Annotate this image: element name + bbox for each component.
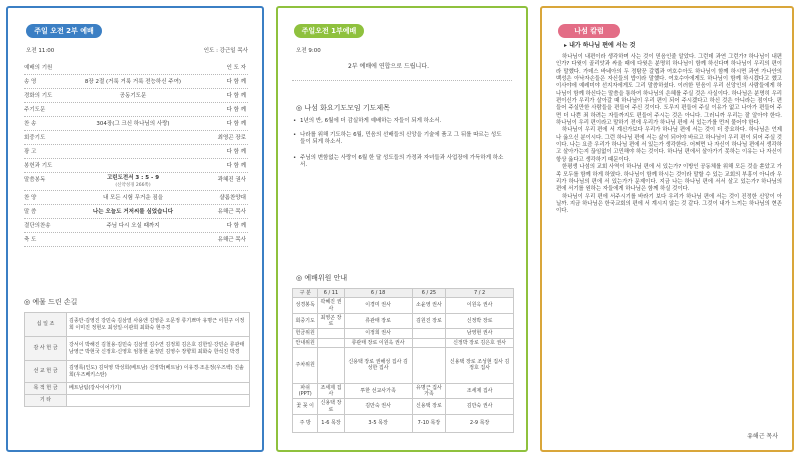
order-person: 다 함 께 bbox=[226, 107, 246, 113]
prayer-item bbox=[293, 132, 506, 147]
prayer-text: 1년의 반, 6월에 더 감실하게 예배하는 자들이 되게 하소서. bbox=[300, 118, 442, 124]
order-person: 다 함 께 bbox=[226, 79, 246, 85]
prayer-title: ◎ 나섬 화요기도모임 기도제목 bbox=[296, 104, 390, 112]
order-content: 내 모든 시험 무거운 짐을 bbox=[102, 195, 164, 201]
order-person: 샬롬찬양대 bbox=[219, 195, 246, 201]
table-row bbox=[293, 414, 514, 432]
prayer-item bbox=[293, 118, 506, 125]
table-cell: 류관태 장로 이원옥 권사 bbox=[344, 338, 412, 347]
order-content: 주님 다시 오실 때까지 bbox=[106, 223, 160, 229]
order-person: 다 함 께 bbox=[226, 93, 246, 99]
table-cell: 신정박 장로 김은호 권사 bbox=[446, 338, 514, 347]
table-row bbox=[293, 399, 514, 415]
table-cell: 김만숙 권사 bbox=[446, 399, 514, 415]
table-cell: 이경미 권사 bbox=[344, 298, 412, 314]
table-row bbox=[25, 313, 250, 337]
order-person: 곽혜진 권사 bbox=[217, 177, 246, 183]
table-row bbox=[25, 395, 250, 407]
order-content-wrap bbox=[68, 175, 198, 189]
order-person: 다 함 께 bbox=[226, 149, 246, 155]
offering-value: 강서이 박해진 김철용·김민숙 김삼열 김수연 김정희 김은호 김한일·강민순 류관태 남영근 박현국 신정호·신영호 엄창현 윤정민 김영수 장향희 최화숙 한석진 박경 bbox=[67, 337, 250, 361]
table-cell: 조세제 집사 bbox=[318, 383, 344, 399]
row-label: 성경봉독 bbox=[293, 298, 318, 314]
table-row bbox=[293, 298, 514, 314]
table-cell: 유명근 집사가족 bbox=[412, 383, 446, 399]
column-header: 6 / 11 bbox=[318, 289, 344, 298]
row-label: 헌금위원 bbox=[293, 329, 318, 338]
bullet-icon: • bbox=[293, 155, 297, 161]
table-row bbox=[25, 383, 250, 395]
table-row bbox=[25, 361, 250, 383]
table-cell: 이정희 권사 bbox=[344, 329, 412, 338]
page-worship-order bbox=[6, 6, 264, 452]
table-cell: 2-9 목장 bbox=[446, 414, 514, 432]
table-cell: 류관태 장로 bbox=[344, 313, 412, 329]
order-person: 다 함 께 bbox=[226, 121, 246, 127]
column-subtitle: ▸ 내가 하나님 편에 서는 것 bbox=[564, 42, 636, 49]
order-row bbox=[24, 221, 248, 233]
row-label: 주차위원 bbox=[293, 347, 318, 383]
table-cell: 1-6 목장 bbox=[318, 414, 344, 432]
order-person: 다 함 께 bbox=[226, 223, 246, 229]
order-content: 304장(그 크신 하나님의 사랑) bbox=[96, 121, 170, 127]
service-committee-title: ◎ 예배위원 안내 bbox=[296, 274, 348, 282]
order-content-sub: (신약성경 266쪽) bbox=[115, 182, 151, 188]
row-label: 회중기도 bbox=[293, 313, 318, 329]
column-header: 6 / 18 bbox=[344, 289, 412, 298]
order-label: 송 영 bbox=[24, 79, 37, 85]
service-committee-table bbox=[292, 288, 514, 433]
table-row bbox=[293, 313, 514, 329]
offering-table bbox=[24, 312, 250, 407]
order-row bbox=[24, 235, 248, 247]
table-cell: 신정박 장로 bbox=[446, 313, 514, 329]
order-person: 유해근 목사 bbox=[217, 237, 246, 243]
table-cell: 조세제 집사 bbox=[446, 383, 514, 399]
prayer-text: 주님의 변함없는 사랑이 6월 한 달 성도들의 가정과 자녀들과 사업장에 가득하게 하소서. bbox=[300, 155, 504, 169]
order-row bbox=[24, 63, 248, 75]
table-row bbox=[293, 329, 514, 338]
offering-head: 선 교 헌 금 bbox=[25, 361, 67, 383]
table-cell: 신용택 장로 bbox=[412, 399, 446, 415]
order-row bbox=[24, 161, 248, 173]
order-label: 축 도 bbox=[24, 237, 37, 243]
offering-head: 십 일 조 bbox=[25, 313, 67, 337]
offering-head: 목 적 헌 금 bbox=[25, 383, 67, 395]
table-cell bbox=[412, 347, 446, 383]
order-row bbox=[24, 133, 248, 145]
table-row bbox=[293, 338, 514, 347]
offering-title: ◎ 예물 드린 손길 bbox=[24, 298, 78, 306]
bullet-icon: • bbox=[293, 118, 297, 124]
order-row bbox=[24, 207, 248, 219]
row-label: 꽃 꽂 이 bbox=[293, 399, 318, 415]
order-row bbox=[24, 91, 248, 103]
order-row bbox=[24, 193, 248, 205]
order-label: 말씀봉독 bbox=[24, 177, 46, 183]
table-cell: 김만숙 권사 bbox=[344, 399, 412, 415]
order-label: 결단의찬송 bbox=[24, 223, 51, 229]
row-label: 주 방 bbox=[293, 414, 318, 432]
table-cell bbox=[318, 347, 344, 383]
column-paragraph: 하나님이 우리 편에 서 계신가보다 우리가 하나님 편에 서는 것이 더 중요하다. 하나님은 언제나 옳으신 분이시다. 그런 하나님 편에 서는 삶이 되어야 바르고 하나님이 우리 편이 되어 주실 것이다. 나는 요즘 우리가 하나님 편에 서 있는가 생각한다. 어쩌면 나 자신이 하나님 편에서 생각하고 살아가는지 끊임없이 고민해야 하는 것이다. 하나님 편에서 살아가기 못하는 이유는 나 자신이 항상 옳다고 생각하기 때문이다. bbox=[556, 127, 782, 163]
worship-time: 오전 11:00 bbox=[26, 48, 55, 54]
first-service-banner: 주일오전 1부예배 bbox=[294, 24, 364, 38]
table-cell: 곽혜진 권사 bbox=[318, 298, 344, 314]
column-banner: 나섬 칼럼 bbox=[558, 24, 620, 38]
order-person: 다 함 께 bbox=[226, 163, 246, 169]
table-cell bbox=[318, 329, 344, 338]
table-cell: 3-5 목장 bbox=[344, 414, 412, 432]
order-content: 나는 오늘도 거저씨를 심었습니다 bbox=[92, 209, 174, 215]
worship-leader: 인도 : 강근일 목사 bbox=[203, 48, 248, 54]
order-label: 경화의 기도 bbox=[24, 93, 53, 99]
table-cell bbox=[318, 338, 344, 347]
divider bbox=[292, 80, 512, 81]
order-label: 찬 송 bbox=[24, 121, 37, 127]
column-header: 구 분 bbox=[293, 289, 318, 298]
order-content: 공동기도문 bbox=[119, 93, 147, 99]
table-cell: 최영곤 장로 bbox=[318, 313, 344, 329]
table-header-row bbox=[293, 289, 514, 298]
table-row bbox=[25, 337, 250, 361]
table-cell bbox=[412, 329, 446, 338]
order-person: 인 도 자 bbox=[226, 65, 246, 71]
order-label: 주기도문 bbox=[24, 107, 46, 113]
column-paragraph: 하나님이 우리 편에 서주시기를 바라기 보다 우리가 하나님 편에 서는 것이 진정한 신앙이 아닐까. 지금 하나님은 한국교회의 편에 서 계시지 않는 것 같다. 그것이 내가 느끼는 하나님의 현존이다. bbox=[556, 193, 782, 215]
table-cell: 신용택 장로 bbox=[318, 399, 344, 415]
prayer-item bbox=[293, 155, 506, 170]
offering-value bbox=[67, 395, 250, 407]
column-header: 6 / 25 bbox=[412, 289, 446, 298]
column-body bbox=[556, 54, 782, 216]
table-cell: 투한 선교사가족 bbox=[344, 383, 412, 399]
table-cell: 신용택 장로 권해성 집사 김성한 집사 bbox=[344, 347, 412, 383]
table-row bbox=[293, 383, 514, 399]
order-row bbox=[24, 105, 248, 117]
table-cell: 신용택 장로 조성현 집사 김정호 집사 bbox=[446, 347, 514, 383]
order-row bbox=[24, 147, 248, 159]
order-content: 고린도전서 3 : 5 - 9 bbox=[106, 175, 160, 181]
table-cell: 남영현 권사 bbox=[446, 329, 514, 338]
offering-head: 기 타 bbox=[25, 395, 67, 407]
order-label: 찬 양 bbox=[24, 195, 37, 201]
order-label: 말 씀 bbox=[24, 209, 37, 215]
offering-head: 감 사 헌 금 bbox=[25, 337, 67, 361]
order-label: 예배의 기원 bbox=[24, 65, 53, 71]
order-content: 8장 2절 (거룩 거룩 거룩 전능하신 주여) bbox=[84, 79, 182, 85]
row-label: 파쉬(PPT) bbox=[293, 383, 318, 399]
first-service-time: 오전 9:00 bbox=[296, 48, 321, 54]
column-paragraph: 한평생 나섬의 교회 사역이 하나님 편에 서 있는가? 이방인 공동체를 위해 모든 것을 쏟았고 가족 모두를 함께 하게 하였다. 하나님이 함께 하시는 것이라 말할 수 있는 교회의 부흥이 아니라 우리가 하나님의 편에 서 있는가가 문제이다. 지금 나는 하나님 편에 서서 살고 있는가? 하나님의 편에 서기를 원하는 자들에게 하나님은 함께 하실 것이다. bbox=[556, 164, 782, 193]
table-cell: 7-10 목장 bbox=[412, 414, 446, 432]
order-row bbox=[24, 77, 248, 89]
page-column bbox=[540, 6, 794, 452]
first-service-note: 2부 예배에 연합으로 드립니다. bbox=[348, 63, 429, 70]
table-cell bbox=[412, 338, 446, 347]
order-label: 광 고 bbox=[24, 149, 37, 155]
order-person: 유해근 목사 bbox=[217, 209, 246, 215]
column-header: 7 / 2 bbox=[446, 289, 514, 298]
page-first-service bbox=[276, 6, 528, 452]
offering-value: 김종만·김영진 강민숙 김삼열 사용엔 김영준 오문정 류기쁘마 유명근 이원구 이정희 이미진 정현오 최성일·이관희 최화숙 현주경 bbox=[67, 313, 250, 337]
order-label: 회중기도 bbox=[24, 135, 46, 141]
table-cell: 김원진 장로 bbox=[412, 313, 446, 329]
bullet-icon: • bbox=[293, 132, 297, 138]
order-person: 최영곤 장로 bbox=[217, 135, 246, 141]
column-signature: 유해근 목사 bbox=[747, 432, 778, 440]
order-row bbox=[24, 119, 248, 131]
table-row bbox=[293, 347, 514, 383]
column-paragraph: 하나님이 내편이라 생각하며 사는 것이 믿음인줄 알았다. 그런데 과연 그런가? 하나님이 내편인가? 다윗이 골리앗과 싸울 때에 다윗은 분명히 하나님이 함께 하신다며 하나님이 우리의 편이라 말했다. 가데스 바네아의 두 정탐꾼 갈렙과 여호수아도 하나님이 함께 하시면 과연 가나안의 백성은 아낙자손들은 자신들의 밥이라 말했다. 여호수아에게도 하나님이 함께 하시겠다고 했고 이사야에 예레미야 선지자에게도 그리 말씀하셨다. 이러한 믿음이 우리 신앙인의 사람들에게 하나님이 함께 하신다는 말씀을 통하여 하나님의 은혜를 주실 것은 사실이다. 하나님은 분명히 우리 편이신가 우리가 살아갈 때 하나님이 우리 편이 되어 주시겠다고 하신 것은 아니라는 점이다. 편들어 주실만한 사람들을 편들어 주신 것이다. 도무지 편들어 주실 이유가 없고 나아가 편들어 주면 더 나쁜 죄 하려는 자들까지도 편들어 주시는 것은 아니다. 그러니까 우리는 잘 알아야 한다. 하나님이 우리 편이라고 말하기 전에 우리가 하나님 편에 서 있는가를 먼저 물어야 한다. bbox=[556, 54, 782, 127]
offering-value: 베트남팀(강사이어가기) bbox=[67, 383, 250, 395]
prayer-text: 나라를 위해 기도하는 6월, 민음의 선배들의 신앙을 기술에 품고 그 뒤를 따르는 성도들이 되게 하소서. bbox=[300, 132, 502, 146]
order-label: 봉헌과 기도 bbox=[24, 163, 53, 169]
table-cell: 이원옥 권사 bbox=[446, 298, 514, 314]
order-row bbox=[24, 175, 248, 191]
worship-banner: 주일 오전 2부 예배 bbox=[26, 24, 102, 38]
table-cell: 소윤영 권사 bbox=[412, 298, 446, 314]
row-label: 안내위원 bbox=[293, 338, 318, 347]
offering-value: 김영록(인도) 김덕영 박성희(베트남) 신정박(베트남) 이유경·조운정(우즈벡) 진솔희(우즈베키스탄) bbox=[67, 361, 250, 383]
